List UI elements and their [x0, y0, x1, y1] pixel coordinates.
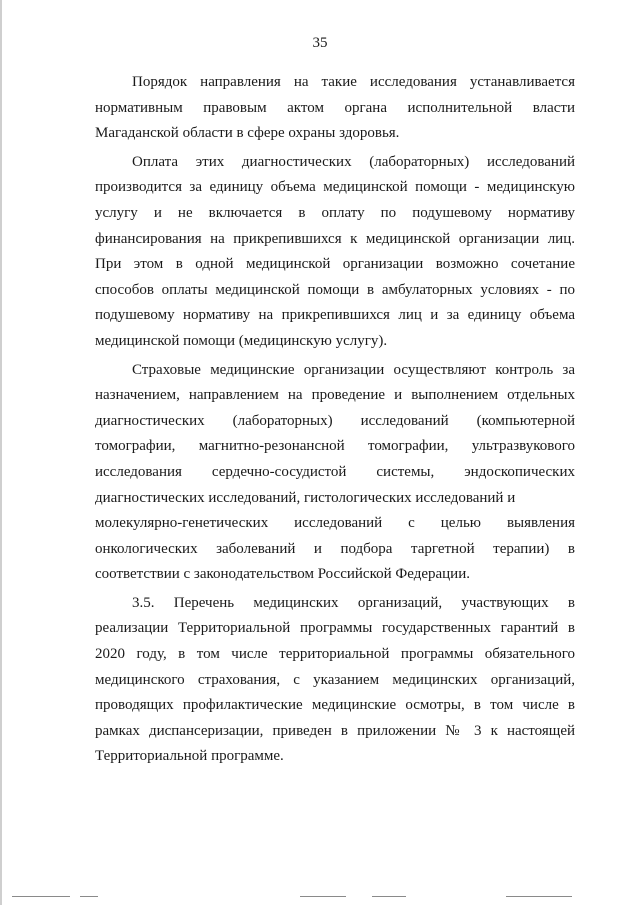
text-line: Страховые медицинские организации осуществляют контроль за — [132, 361, 575, 378]
text-line: Территориальной программе. — [95, 748, 284, 765]
text-line: исследования сердечно-сосудистой системы, эндоскопических — [95, 463, 575, 480]
text-line: нормативным правовым актом органа исполнительной власти — [95, 99, 575, 116]
text-line: услугу и не включается в оплату по подушевому нормативу — [95, 204, 575, 221]
scan-edge — [0, 0, 2, 905]
text-line: молекулярно-генетических исследований с целью выявления — [95, 515, 575, 532]
text-line: способов оплаты медицинской помощи в амбулаторных условиях - по — [95, 281, 575, 298]
text-line: диагностических исследований, гистологических исследований и — [95, 489, 516, 506]
text-line: Магаданской области в сфере охраны здоровья. — [95, 125, 400, 142]
paragraph-payment — [95, 150, 575, 355]
text-line: соответствии с законодательством Российской Федерации. — [95, 566, 470, 583]
text-line: подушевому нормативу на прикрепившихся лиц и за единицу объема — [95, 307, 575, 324]
text-line: проводящих профилактические медицинские осмотры, в том числе в — [95, 697, 575, 714]
page-number: 35 — [312, 35, 328, 51]
paragraph-referral-procedure — [95, 70, 575, 147]
text-line: медицинского страхования, с указанием медицинских организаций, — [95, 671, 575, 688]
text-line: диагностических (лабораторных) исследований (компьютерной — [95, 412, 575, 429]
text-line: финансирования на прикрепившихся к медицинской организации лиц. — [95, 230, 575, 247]
text-line: 3.5. Перечень медицинских организаций, участвующих в — [132, 594, 575, 611]
paragraph-section-3-5 — [95, 591, 575, 770]
text-line: медицинской помощи (медицинскую услугу). — [95, 332, 388, 349]
text-line: производится за единицу объема медицинской помощи - медицинскую — [95, 179, 575, 196]
text-line: При этом в одной медицинской организации возможно сочетание — [95, 256, 575, 273]
paragraph-insurance-control — [95, 358, 575, 588]
text-line: 2020 году, в том числе территориальной программы обязательного — [95, 646, 575, 663]
text-line: реализации Территориальной программы государственных гарантий в — [95, 620, 575, 637]
text-line: Порядок направления на такие исследования устанавливается — [132, 74, 575, 90]
text-line: онкологических заболеваний и подбора таргетной терапии) в — [95, 540, 575, 557]
text-line: рамках диспансеризации, приведен в приложении № 3 к настоящей — [95, 722, 575, 739]
text-line: назначением, направлением на проведение и выполнением отдельных — [95, 387, 575, 404]
scan-artifact-marks — [0, 893, 640, 901]
document-body — [95, 70, 575, 773]
text-line: томографии, магнитно-резонансной томографии, ультразвукового — [95, 438, 575, 455]
text-line: Оплата этих диагностических (лабораторных) исследований — [132, 153, 575, 170]
